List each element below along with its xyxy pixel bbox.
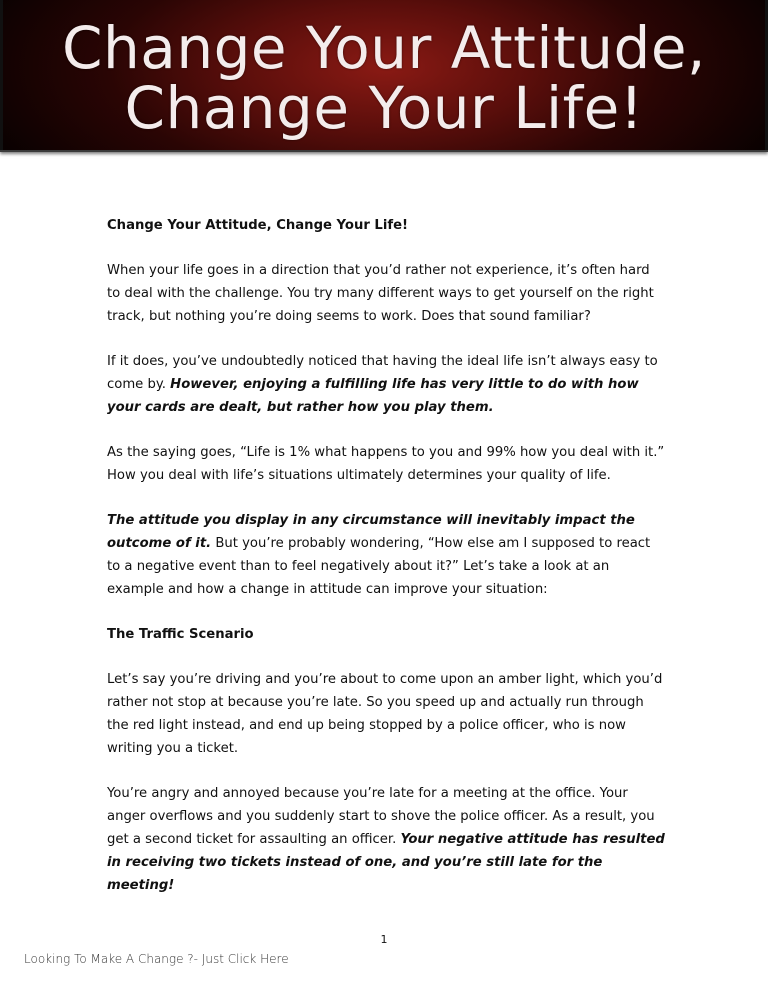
paragraph-6-text: You’re angry and annoyed because you’re late for a meeting at the office. Your anger overflows and you suddenly start to shove the police officer. As a result, you get a second ticket for assaulting an officer. [107, 786, 655, 847]
paragraph-4-emphasis: The attitude you display in any circumstance will inevitably impact the outcome of it. [107, 513, 635, 551]
document-body [107, 214, 667, 919]
paragraph-6 [107, 782, 667, 897]
paragraph-6-emphasis: Your negative attitude has resulted in receiving two tickets instead of one, and you’re still late for the meeting! [107, 832, 665, 893]
banner-title [0, 14, 768, 142]
paragraph-2-emphasis: However, enjoying a fulfilling life has very little to do with how your cards are dealt, but rather how you play them. [107, 377, 639, 415]
paragraph-2-text: If it does, you’ve undoubtedly noticed that having the ideal life isn’t always easy to come by. [107, 354, 658, 392]
paragraph-5: Let’s say you’re driving and you’re about to come upon an amber light, which you’d rather not stop at because you’re late. So you speed up and actually run through the red light instead, and end up being stopped by a police officer, who is now writing you a ticket. [107, 672, 663, 756]
section-heading: The Traffic Scenario [107, 627, 254, 642]
document-title: Change Your Attitude, Change Your Life! [107, 218, 409, 233]
page-number: 1 [380, 933, 388, 946]
paragraph-1: When your life goes in a direction that you’d rather not experience, it’s often hard to deal with the challenge. You try many different ways to get yourself on the right track, but nothing you’re doing seems to work. Does that sound familiar? [107, 263, 654, 324]
paragraph-4 [107, 509, 667, 601]
paragraph-2 [107, 350, 667, 419]
banner-title-line-1: Change Your Attitude, [62, 14, 706, 82]
paragraph-3: As the saying goes, “Life is 1% what happens to you and 99% how you deal with it.” How you deal with life’s situations ultimately determines your quality of life. [107, 445, 665, 483]
banner-title-line-2: Change Your Life! [124, 74, 644, 142]
paragraph-4-text: But you’re probably wondering, “How else am I supposed to react to a negative event than to feel negatively about it?” Let’s take a look at an example and how a change in attitude can improve your situation: [107, 536, 651, 597]
title-banner [0, 0, 768, 152]
footer-link[interactable]: Looking To Make A Change ?- Just Click Here [24, 952, 289, 966]
